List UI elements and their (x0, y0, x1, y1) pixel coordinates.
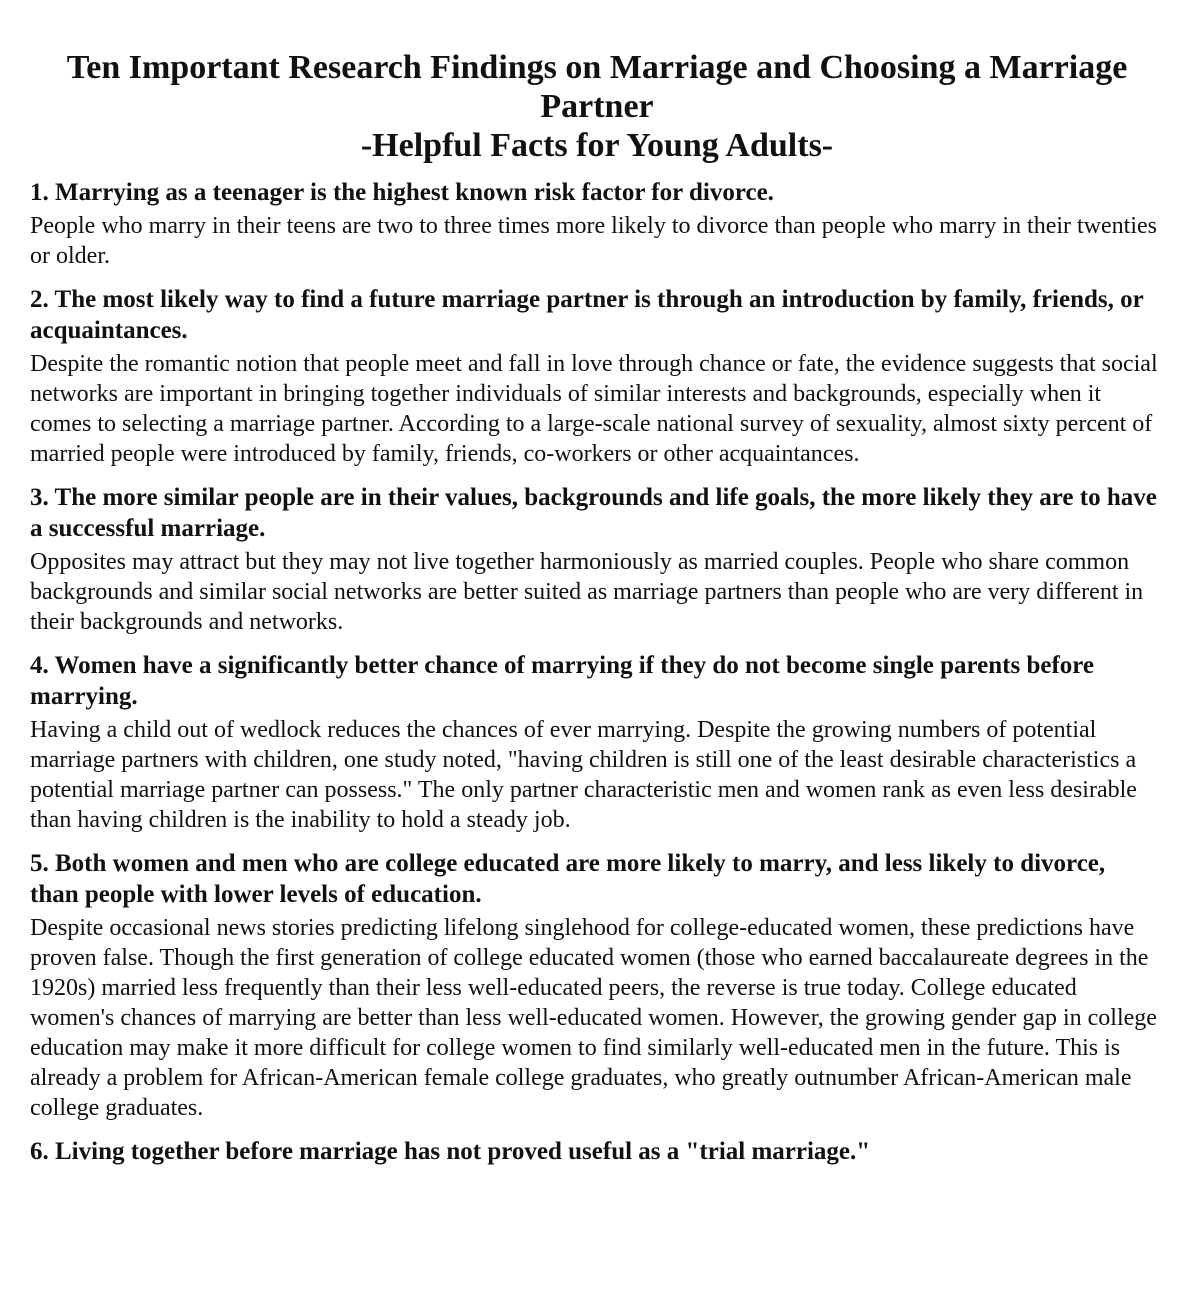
finding-6 (30, 1136, 1160, 1167)
title-line-2: Partner (540, 88, 654, 125)
finding-heading: 2. The most likely way to find a future marriage partner is through an introduction by family, friends, or acquaintances. (30, 286, 1144, 344)
finding-body: Despite the romantic notion that people meet and fall in love through chance or fate, the evidence suggests that social networks are important in bringing together individuals of similar interests and backgrounds, especially when it comes to selecting a marriage partner. According to a large-scale national survey of sexuality, almost sixty percent of married people were introduced by family, friends, co-workers or other acquaintances. (30, 351, 1158, 467)
finding-heading: 1. Marrying as a teenager is the highest known risk factor for divorce. (30, 179, 774, 206)
finding-heading: 6. Living together before marriage has not proved useful as a "trial marriage." (30, 1138, 871, 1165)
document-title (34, 48, 1160, 165)
finding-1 (30, 177, 1160, 271)
finding-body: People who marry in their teens are two to three times more likely to divorce than people who marry in their twenties or older. (30, 213, 1158, 269)
document-page (30, 48, 1160, 1180)
finding-body: Having a child out of wedlock reduces the chances of ever marrying. Despite the growing numbers of potential marriage partners with children, one study noted, "having children is still one of the least desirable characteristics a potential marriage partner can possess." The only partner characteristic men and women rank as even less desirable than having children is the inability to hold a steady job. (30, 717, 1137, 833)
finding-2 (30, 284, 1160, 469)
finding-body: Despite occasional news stories predicting lifelong singlehood for college-educated women, these predictions have proven false. Though the first generation of college educated women (those who earned baccalaureate degrees in the 1920s) married less frequently than their less well-educated peers, the reverse is true today. College educated women's chances of marrying are better than less well-educated women. However, the growing gender gap in college education may make it more difficult for college women to find similarly well-educated men in the future. This is already a problem for African-American female college graduates, who greatly outnumber African-American male college graduates. (30, 915, 1157, 1121)
finding-3 (30, 482, 1160, 637)
finding-heading: 5. Both women and men who are college educated are more likely to marry, and less likely to divorce, than people with lower levels of education. (30, 850, 1106, 908)
finding-body: Opposites may attract but they may not live together harmoniously as married couples. People who share common backgrounds and similar social networks are better suited as marriage partners than people who are very different in their backgrounds and networks. (30, 549, 1144, 635)
finding-5 (30, 848, 1160, 1123)
findings-list (30, 177, 1160, 1167)
finding-heading: 3. The more similar people are in their values, backgrounds and life goals, the more likely they are to have a successful marriage. (30, 484, 1157, 542)
title-line-1: Ten Important Research Findings on Marriage and Choosing a Marriage (66, 49, 1128, 86)
finding-4 (30, 650, 1160, 835)
document-subtitle: -Helpful Facts for Young Adults- (360, 127, 834, 164)
finding-heading: 4. Women have a significantly better chance of marrying if they do not become single parents before marrying. (30, 652, 1095, 710)
